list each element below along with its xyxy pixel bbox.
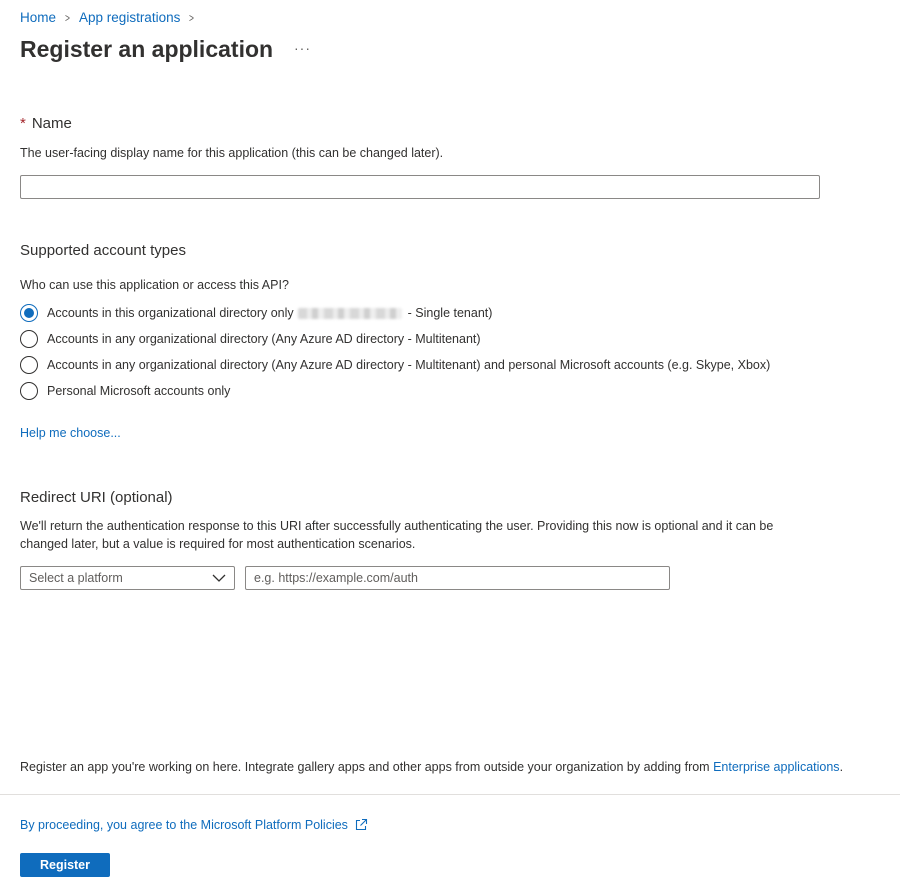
account-type-option-single-tenant[interactable] <box>20 303 492 323</box>
footer-note-text: Register an app you're working on here. Integrate gallery apps and other apps from outside your organization by adding from <box>20 760 710 774</box>
chevron-right-icon: > <box>65 10 70 25</box>
account-types-question: Who can use this application or access this API? <box>20 278 289 292</box>
external-link-icon[interactable] <box>354 818 368 832</box>
page-title: Register an application <box>20 36 274 62</box>
platform-select-placeholder: Select a platform <box>29 571 123 585</box>
radio-button[interactable] <box>20 356 38 374</box>
option-label-prefix: Accounts in this organizational directory only <box>47 306 294 320</box>
redirect-uri-description: We'll return the authentication response to this URI after successfully authenticating the user. Providing this now is optional and it can be changed later, but a value is required for most authentication scenarios. <box>20 519 774 551</box>
account-type-option-personal[interactable] <box>20 381 230 401</box>
account-type-option-multitenant[interactable] <box>20 329 481 349</box>
breadcrumb-app-registrations-link[interactable]: App registrations <box>79 10 181 25</box>
redacted-tenant-name <box>298 308 402 319</box>
platform-select[interactable] <box>20 566 235 590</box>
redirect-uri-input[interactable] <box>245 566 670 590</box>
name-description: The user-facing display name for this application (this can be changed later). <box>20 146 444 160</box>
chevron-down-icon <box>212 574 226 583</box>
breadcrumb <box>20 10 203 25</box>
account-types-heading: Supported account types <box>20 242 186 259</box>
radio-button[interactable] <box>20 382 38 400</box>
register-button[interactable]: Register <box>20 853 110 877</box>
option-label-suffix: - Single tenant) <box>407 306 493 320</box>
name-input[interactable] <box>20 175 820 199</box>
platform-policies-link[interactable]: By proceeding, you agree to the Microsoft Platform Policies <box>20 818 348 832</box>
radio-button[interactable] <box>20 330 38 348</box>
footer-divider <box>0 794 900 795</box>
help-me-choose-link[interactable]: Help me choose... <box>20 426 121 440</box>
name-label <box>20 115 72 132</box>
required-marker: * <box>20 115 26 132</box>
option-label: Accounts in any organizational directory (Any Azure AD directory - Multitenant) <box>47 332 481 346</box>
footer-note-end: . <box>839 760 844 774</box>
option-label: Accounts in any organizational directory (Any Azure AD directory - Multitenant) and personal Microsoft accounts (e.g. Skype, Xbox) <box>47 358 771 372</box>
redirect-uri-heading: Redirect URI (optional) <box>20 489 173 506</box>
policy-row <box>20 816 368 834</box>
account-type-option-multitenant-personal[interactable] <box>20 355 770 375</box>
name-label-text: Name <box>31 115 72 132</box>
option-label: Personal Microsoft accounts only <box>47 384 231 398</box>
radio-button-selected[interactable] <box>20 304 38 322</box>
chevron-right-icon: > <box>189 10 195 25</box>
footer-note <box>20 758 843 776</box>
breadcrumb-home-link[interactable]: Home <box>20 10 57 25</box>
enterprise-applications-link[interactable]: Enterprise applications <box>713 760 840 774</box>
more-options-icon[interactable]: ··· <box>294 40 311 56</box>
